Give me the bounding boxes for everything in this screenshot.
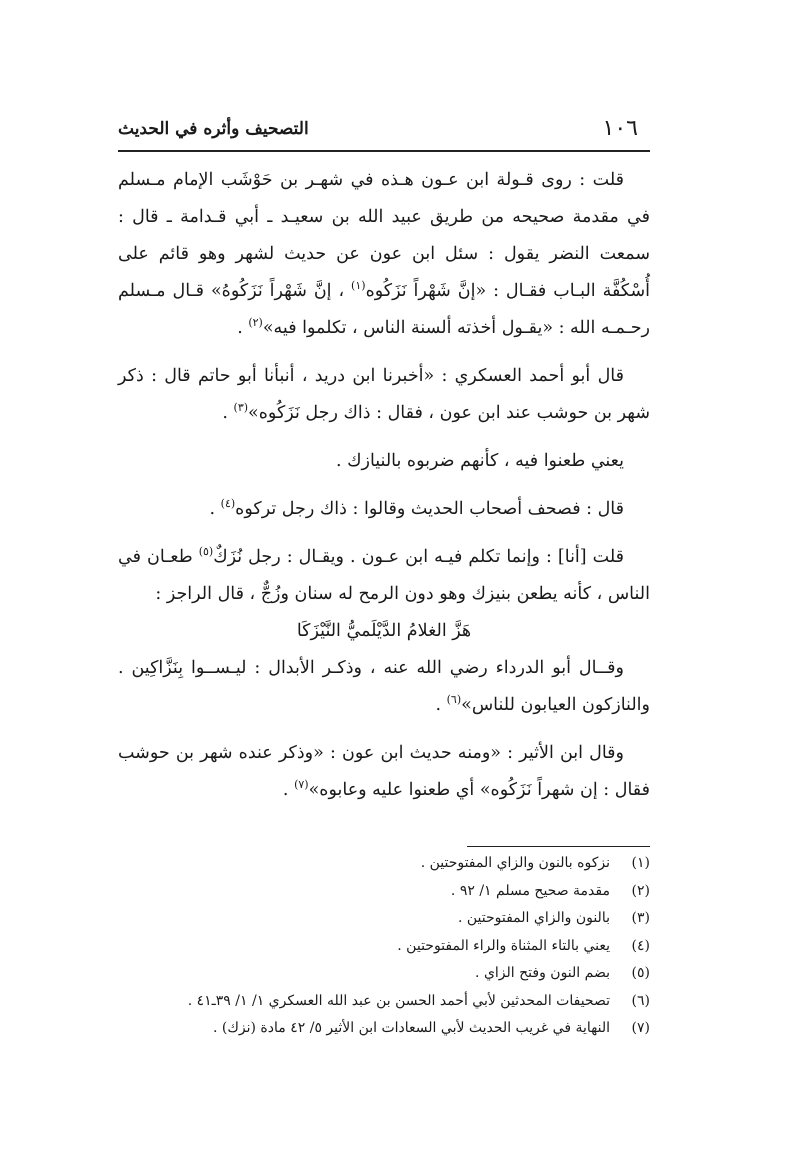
paragraph-5: قلت [أنا] : وإنما تكلم فيـه ابن عـون . ويقـال : رجل نُزَكٌ$^{(٥)}$ طعـان في الناس ، كأنه يطعن بنيزك وهو دون الرمح له سنان وزُجٌّ ، قال الراجز : bbox=[118, 545, 650, 604]
footnote-item bbox=[118, 905, 650, 933]
footnote-text: بالنون والزاي المفتوحتين . bbox=[457, 910, 610, 926]
footnote-text: تصحيفات المحدثين لأبي أحمد الحسن بن عبد الله العسكري ١/ ١/ ٣٩ـ٤١ . bbox=[187, 992, 610, 1009]
page-number: ١٠٦ bbox=[602, 116, 638, 141]
poem-verse: هَزَّ الغلامُ الدَّيْلَميُّ النَّيْزَكَا bbox=[296, 621, 472, 641]
footnote-item bbox=[118, 850, 650, 878]
footnotes-list bbox=[118, 850, 650, 1043]
footnote-separator bbox=[467, 846, 650, 847]
footnote-number: (٧) bbox=[631, 1020, 650, 1036]
footnote-number: (٢) bbox=[631, 882, 650, 899]
main-text bbox=[118, 162, 650, 809]
paragraph-2: قال أبو أحمد العسكري : «أخبرنا ابن دريد ، أنبأنا أبو حاتم قال : ذكر شهر بن حوشب عند ابن عون ، فقال : ذاك رجل نَزَكُوه»$^{(٣)}$ . bbox=[118, 366, 650, 423]
paragraph-4: قال : فصحف أصحاب الحديث وقالوا : ذاك رجل تركوه$^{(٤)}$ . bbox=[209, 497, 624, 519]
footnote-item bbox=[118, 960, 650, 988]
footnote-number: (٣) bbox=[631, 910, 650, 926]
footnote-ref-1[interactable]: (١) bbox=[351, 279, 366, 293]
paragraph-1: قلت : روى قـولة ابن عـون هـذه في شهـر بن حَوْشَب الإمام مـسلم في مقدمة صحيحه من طريق عبيد الله بن سعيـد ـ أبي قـدامة ـ قال : سمعت النضر يقول : سئل ابن عون عن حديث لشهر وهو قائم على أُسْكُفَّة البـاب فقـال : «إنَّ شَهْراً نَزَكُوه$^{(١)}$ ، إنَّ شَهْراً نَزَكُوهُ» قـال مـسلم رحـمـه الله : «يقـول أخذته ألسنة الناس ، تكلموا فيه»$^{(٢)}$ . bbox=[118, 170, 650, 338]
paragraph-3: يعني طعنوا فيه ، كأنهم ضربوه بالنيازك . bbox=[335, 451, 624, 471]
footnote-text: نزكوه بالنون والزاي المفتوحتين . bbox=[420, 855, 610, 871]
page-header bbox=[118, 112, 650, 146]
footnote-text: مقدمة صحيح مسلم ١/ ٩٢ . bbox=[450, 882, 610, 899]
footnote-number: (٤) bbox=[631, 937, 650, 954]
footnote-ref-2[interactable]: (٢) bbox=[248, 316, 263, 330]
header-rule bbox=[118, 150, 650, 152]
footnote-text: يعني بالتاء المثناة والراء المفتوحتين . bbox=[397, 937, 610, 954]
footnote-number: (٥) bbox=[631, 965, 650, 981]
paragraph-6: وقــال أبو الدرداء رضي الله عنه ، وذكـر الأبدال : ليـســوا بِنَزَّاكِين . والنازكون العيابون للناس»$^{(٦)}$ . bbox=[118, 658, 650, 715]
footnote-ref-4[interactable]: (٤) bbox=[220, 497, 236, 511]
footnote-ref-6[interactable]: (٦) bbox=[446, 693, 462, 707]
footnote-ref-3[interactable]: (٣) bbox=[233, 401, 249, 415]
footnote-number: (١) bbox=[631, 855, 650, 871]
footnote-text: بضم النون وفتح الزاي . bbox=[475, 965, 610, 981]
footnote-text: النهاية في غريب الحديث لأبي السعادات ابن الأثير ٥/ ٤٢ مادة (نزك) . bbox=[213, 1020, 610, 1036]
footnote-item bbox=[118, 988, 650, 1016]
footnote-ref-5[interactable]: (٥) bbox=[198, 545, 214, 559]
paragraph-7: وقال ابن الأثير : «ومنه حديث ابن عون : «وذكر عنده شهر بن حوشب فقال : إن شهراً نَزَكُوه» أي طعنوا عليه وعابوه»$^{(٧)}$ . bbox=[118, 743, 650, 800]
footnote-item bbox=[118, 933, 650, 961]
footnote-item bbox=[118, 878, 650, 906]
footnote-ref-7[interactable]: (٧) bbox=[294, 778, 309, 792]
running-title: التصحيف وأثره في الحديث bbox=[118, 119, 309, 139]
footnote-number: (٦) bbox=[631, 992, 650, 1009]
footnote-item bbox=[118, 1015, 650, 1043]
